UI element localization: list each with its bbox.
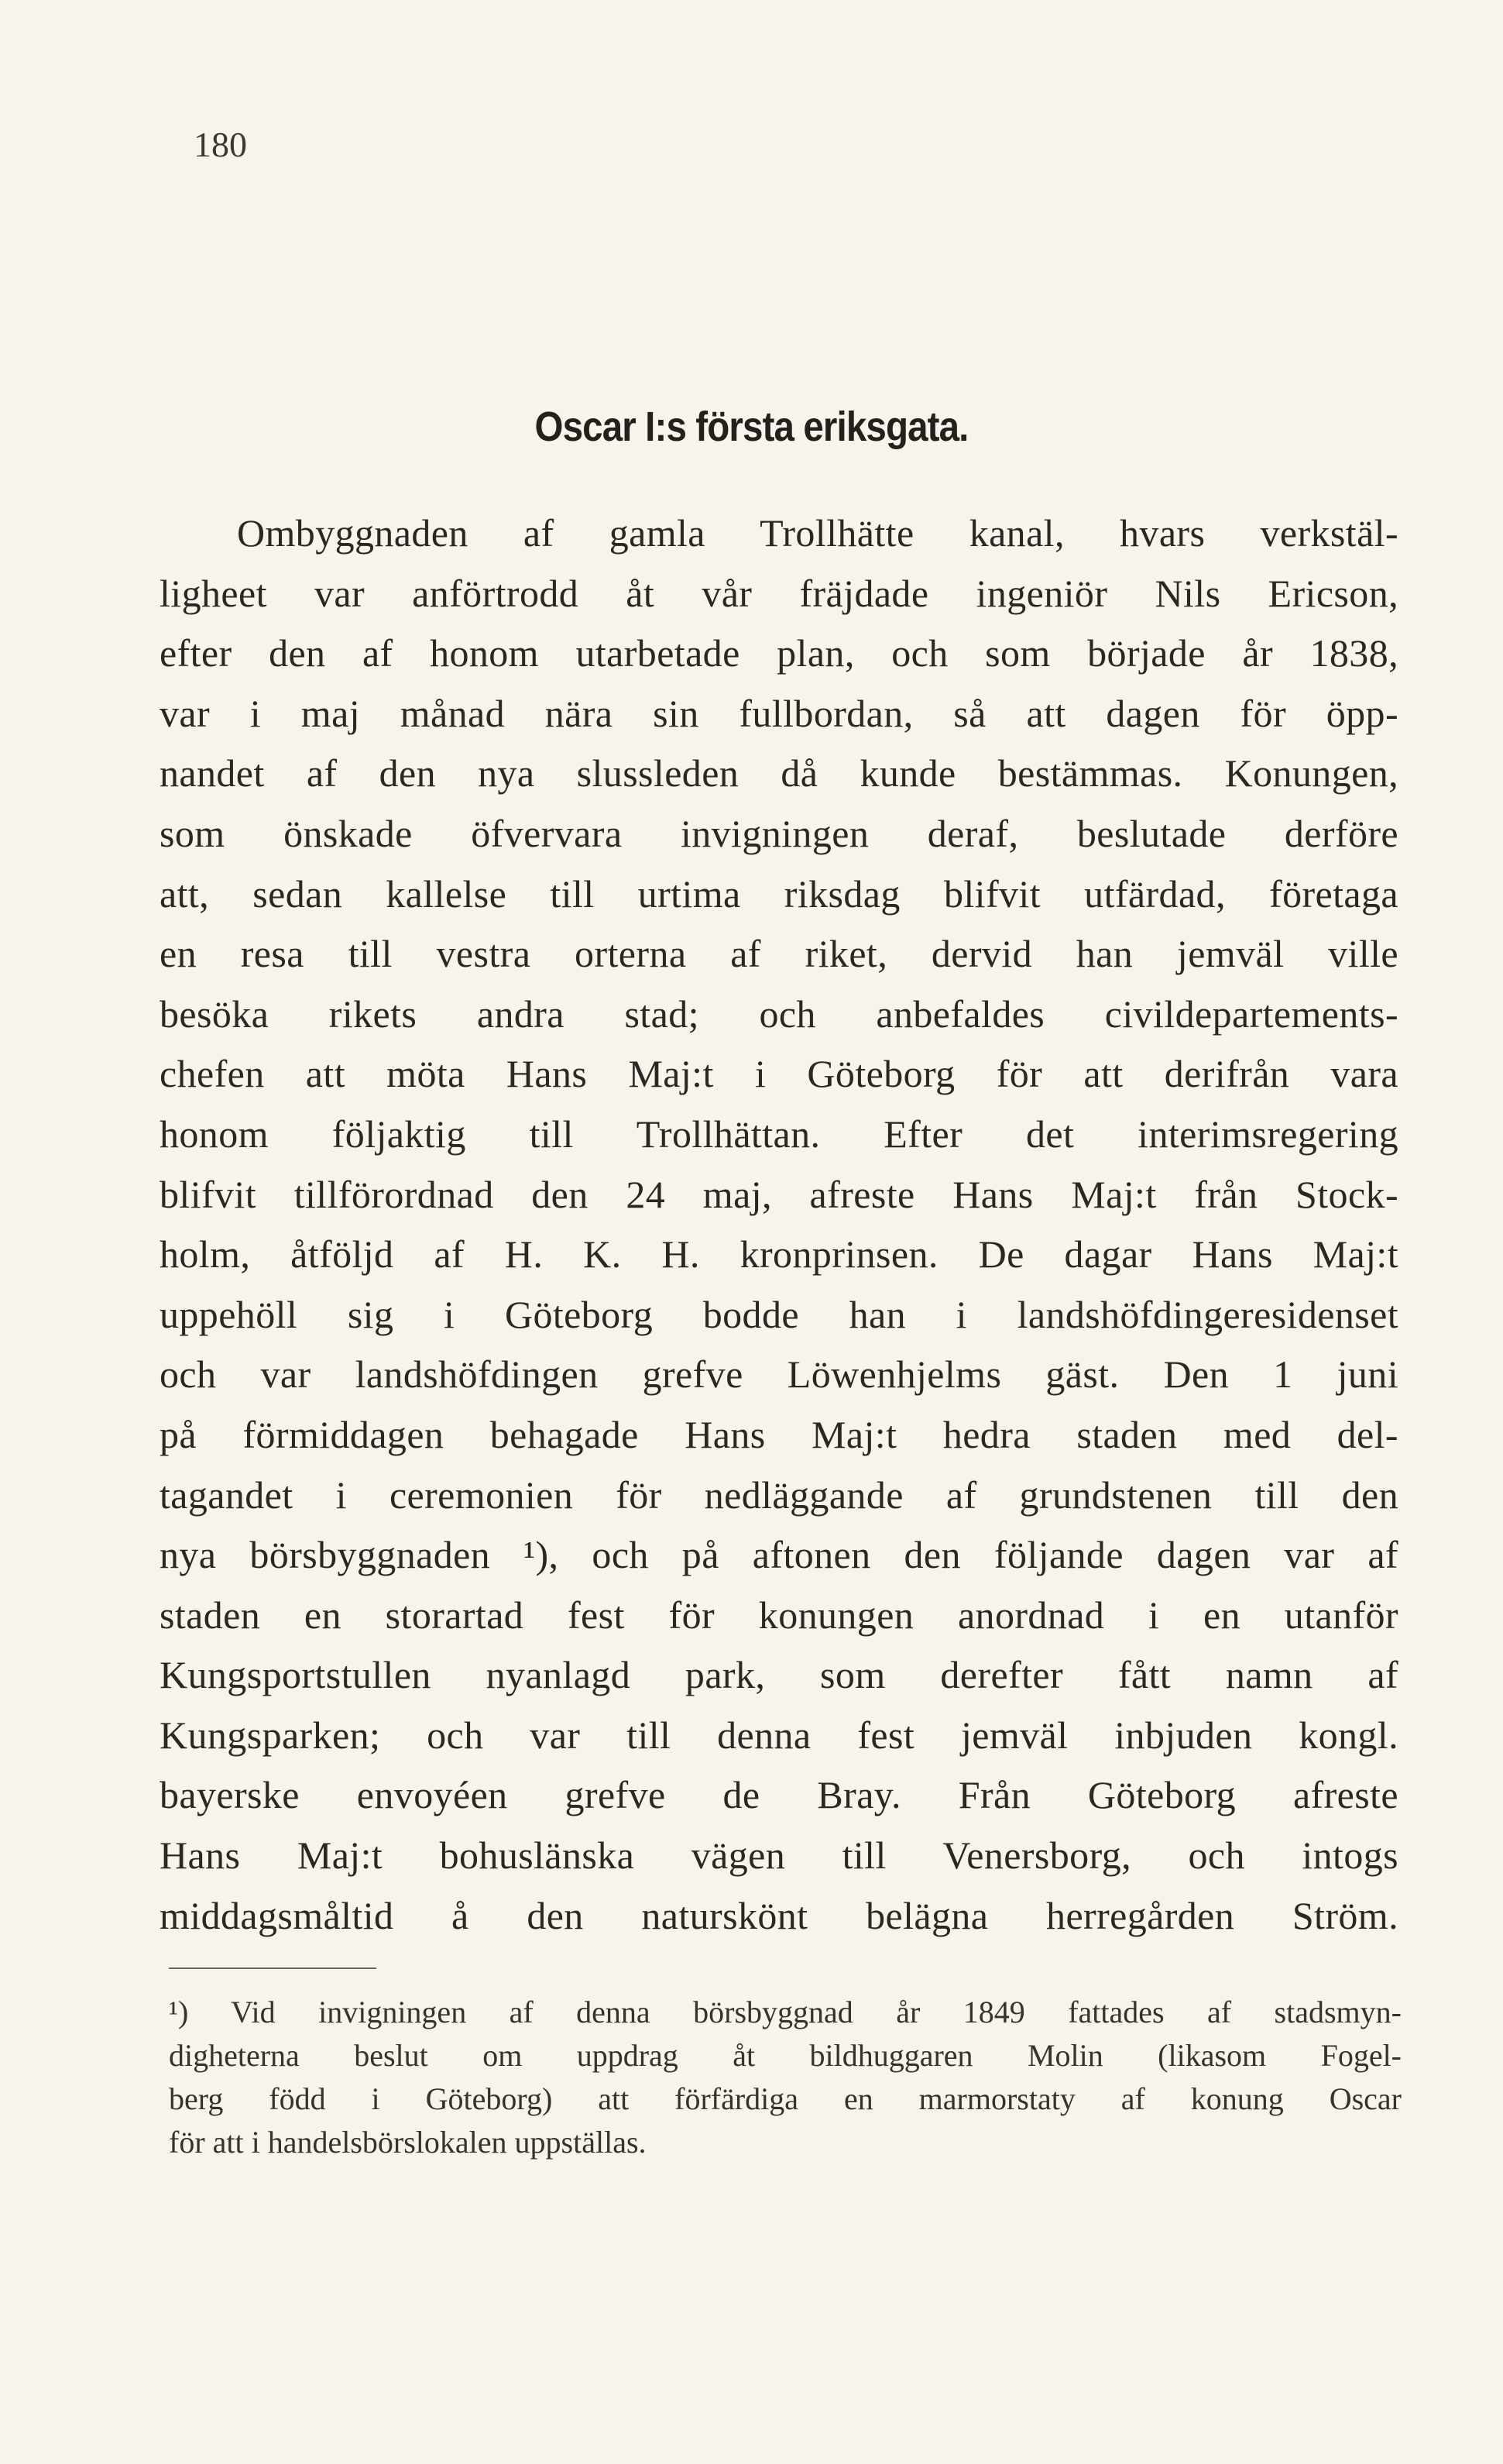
paragraph-line: holm, åtföljd af H. K. H. kronprinsen. De dagar Hans Maj:t: [160, 1232, 1398, 1277]
paragraph-line: blifvit tillförordnad den 24 maj, afreste Hans Maj:t från Stock-: [160, 1172, 1398, 1216]
paragraph-line: staden en storartad fest för konungen anordnad i en utanför: [160, 1593, 1398, 1637]
paragraph-line: ligheet var anförtrodd åt vår fräjdade ingeniör Nils Ericson,: [160, 571, 1398, 615]
paragraph-line: efter den af honom utarbetade plan, och som började år 1838,: [160, 631, 1398, 675]
paragraph-line: nandet af den nya slussleden då kunde bestämmas. Konungen,: [160, 751, 1398, 796]
paragraph-line: och var landshöfdingen grefve Löwenhjelms gäst. Den 1 juni: [160, 1352, 1398, 1397]
paragraph-line: bayerske envoyéen grefve de Bray. Från Göteborg afreste: [160, 1773, 1398, 1817]
paragraph-line: besöka rikets andra stad; och anbefaldes civildepartements-: [160, 991, 1398, 1036]
footnote: [169, 1991, 1402, 2164]
footnote-line: berg född i Göteborg) att förfärdiga en marmorstaty af konung Oscar: [169, 2081, 1402, 2116]
paragraph-line: middagsmåltid å den naturskönt belägna herregården Ström.: [160, 1893, 1398, 1937]
chapter-title: Oscar I:s första eriksgata.: [534, 404, 969, 450]
paragraph-line: var i maj månad nära sin fullbordan, så att dagen för öpp-: [160, 691, 1398, 735]
paragraph-line: Kungsportstullen nyanlagd park, som derefter fått namn af: [160, 1653, 1398, 1697]
footnote-line: ¹) Vid invigningen af denna börsbyggnad år 1849 fattades af stadsmyn-: [169, 1995, 1402, 2029]
page-number: 180: [194, 125, 247, 164]
paragraph-line: att, sedan kallelse till urtima riksdag blifvit utfärdad, företaga: [160, 871, 1398, 916]
paragraph-line: nya börsbyggnaden ¹), och på aftonen den följande dagen var af: [160, 1533, 1398, 1577]
paragraph-line: som önskade öfvervara invigningen deraf, beslutade derföre: [160, 811, 1398, 855]
paragraph-line: honom följaktig till Trollhättan. Efter det interimsregering: [160, 1112, 1398, 1156]
footnote-line: digheterna beslut om uppdrag åt bildhuggaren Molin (likasom Fogel-: [169, 2038, 1402, 2073]
main-paragraph: [160, 503, 1398, 1946]
paragraph-line: tagandet i ceremonien för nedläggande af grundstenen till den: [160, 1473, 1398, 1517]
footnote-line: för att i handelsbörslokalen uppställas.: [169, 2125, 647, 2160]
footnote-divider: [169, 1967, 376, 1969]
paragraph-line: en resa till vestra orterna af riket, dervid han jemväl ville: [160, 932, 1398, 976]
paragraph-line: på förmiddagen behagade Hans Maj:t hedra staden med del-: [160, 1412, 1398, 1456]
paragraph-line: Hans Maj:t bohuslänska vägen till Venersborg, och intogs: [160, 1833, 1398, 1878]
paragraph-line: Kungsparken; och var till denna fest jemväl inbjuden kongl.: [160, 1713, 1398, 1757]
paragraph-line: chefen att möta Hans Maj:t i Göteborg för att derifrån vara: [160, 1052, 1398, 1096]
paragraph-line: Ombyggnaden af gamla Trollhätte kanal, hvars verkstäl-: [237, 511, 1398, 555]
paragraph-line: uppehöll sig i Göteborg bodde han i landshöfdingeresidenset: [160, 1292, 1398, 1336]
